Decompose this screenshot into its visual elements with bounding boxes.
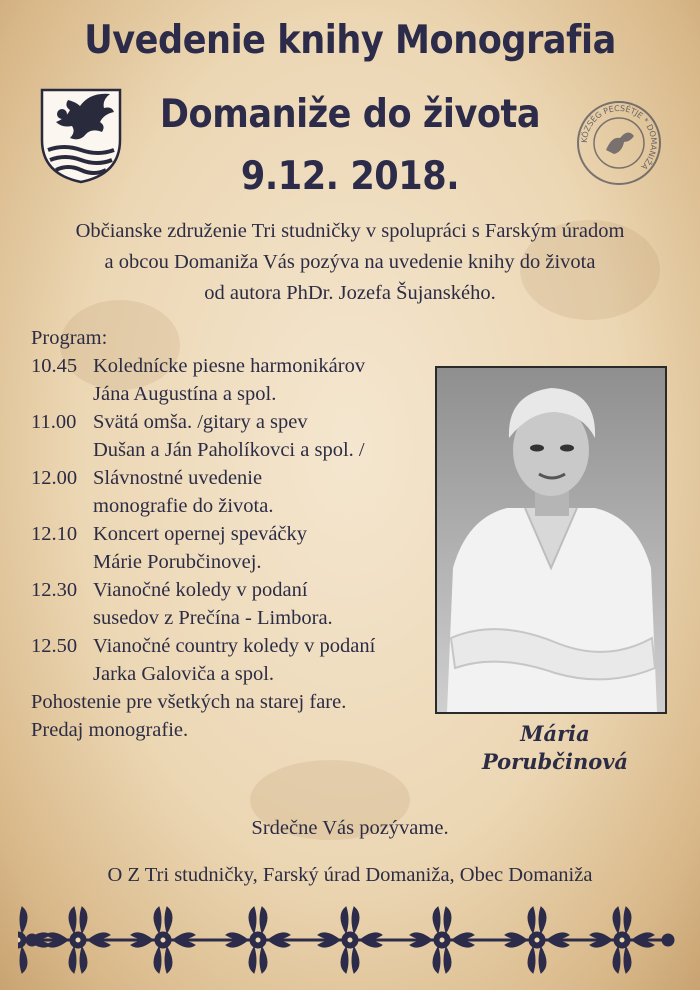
program-item [31, 520, 431, 548]
portrait-caption-first-name: Mária [520, 721, 590, 746]
program-item [31, 408, 431, 436]
program-time: 12.00 [31, 467, 78, 489]
program-item [31, 632, 431, 660]
title-line-1: Uvedenie knihy Monografia [84, 18, 616, 63]
program-text: Koncert opernej speváčky [93, 523, 308, 545]
singer-portrait [435, 366, 667, 714]
closing-invitation: Srdečne Vás pozývame. [251, 817, 449, 839]
program-text: Koledníckе piesne harmonikárov [93, 355, 366, 377]
program-text-cont: Márie Porubčinovej. [93, 551, 262, 573]
program-item [31, 576, 431, 604]
program-text-cont: susedov z Prečína - Limbora. [93, 607, 333, 629]
program-text-cont: Jána Augustína a spol. [93, 383, 277, 405]
portrait-caption-last-name: Porubčinová [481, 749, 629, 774]
seal-text: KÖZSÉG PECSÉTJE * DOMANIŽA [579, 103, 659, 172]
program-text: Slávnostné uvedenie [93, 467, 263, 489]
book-sale-note: Predaj monografie. [31, 719, 189, 741]
invitation-text [0, 216, 700, 309]
program-text-cont: monografie do života. [93, 495, 274, 517]
invitation-line: a obcou Domaniža Vás pozýva na uvedenie knihy do života [104, 251, 596, 273]
program-item [31, 352, 431, 380]
program-time: 12.30 [31, 579, 78, 601]
program-text: Vianočné koledy v podaní [93, 579, 308, 601]
folk-ornament-icon [18, 905, 682, 975]
program-text-cont: Dušan a Ján Paholíkovci a spol. / [93, 439, 365, 461]
program-list [31, 324, 431, 744]
program-text: Vianočné country koledy v podaní [93, 635, 376, 657]
program-time: 12.50 [31, 635, 78, 657]
program-text-cont: Jarka Galoviča a spol. [93, 663, 275, 685]
program-heading: Program: [31, 327, 108, 349]
invitation-line: od autora PhDr. Jozefa Šujanského. [204, 282, 496, 304]
program-time: 10.45 [31, 355, 78, 377]
portrait-image [437, 368, 665, 712]
program-time: 11.00 [31, 411, 77, 433]
organizers-line: O Z Tri studničky, Farský úrad Domaniža, Obec Domaniža [107, 864, 593, 886]
title-line-2: Domaniže do života [159, 92, 541, 137]
invitation-line: Občianske združenie Tri studničky v spolupráci s Farským úradom [75, 220, 625, 242]
program-time: 12.10 [31, 523, 78, 545]
program-text: Svätá omša. /gitary a spev [93, 411, 308, 433]
event-date: 9.12. 2018. [240, 154, 460, 199]
refreshments-note: Pohostenie pre všetkých na starej fare. [31, 691, 347, 713]
program-item [31, 464, 431, 492]
